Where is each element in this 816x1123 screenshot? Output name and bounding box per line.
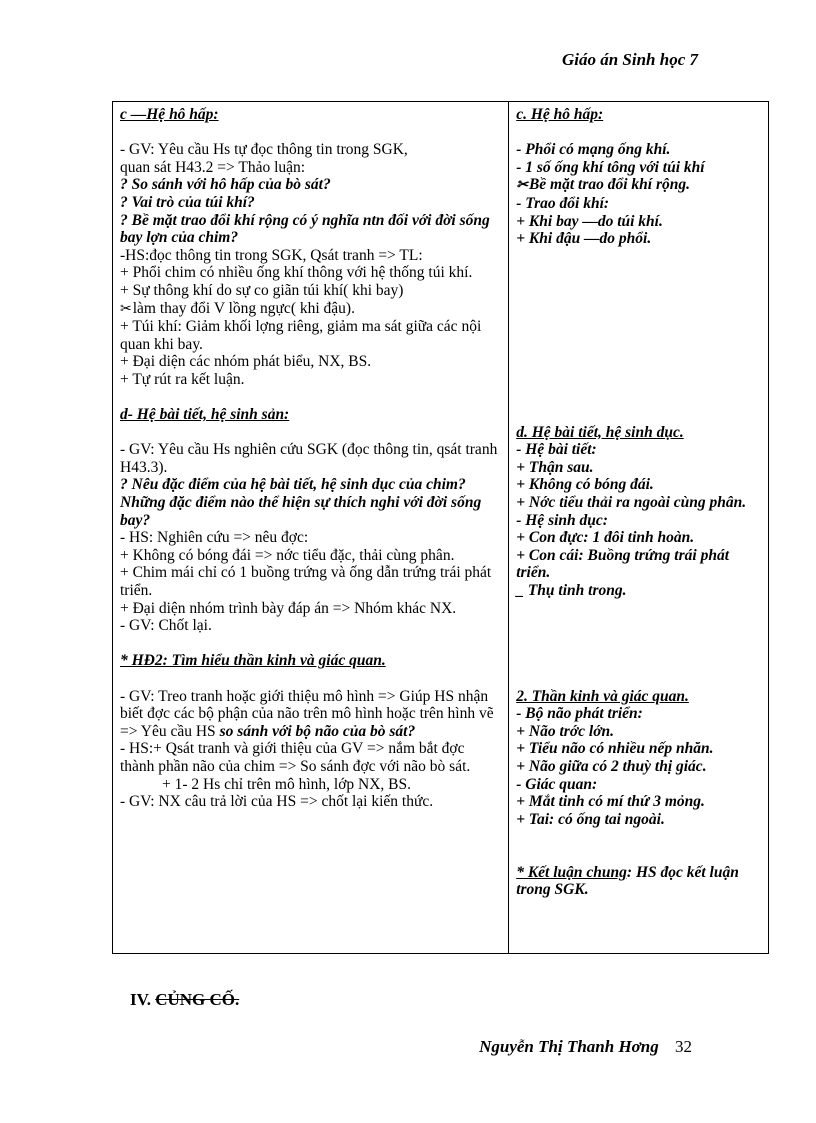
table-row — [113, 102, 769, 954]
text-line: - GV: Yêu cầu Hs nghiên cứu SGK (đọc thông tin, qsát tranh H43.3). — [120, 441, 498, 476]
question-line: ? Bề mặt trao đổi khí rộng có ý nghĩa ntn đối với đời sống bay lợn của chim? — [120, 211, 490, 247]
summary-line: + Não giữa có 2 thuỳ thị giác. — [516, 757, 707, 775]
summary-line: - Phổi có mạng ống khí. — [516, 141, 671, 159]
summary-line: + Không có bóng đái. — [516, 476, 654, 494]
question-line: ? So sánh với hô hấp của bò sát? — [120, 176, 331, 194]
text-line: -HS:đọc thông tin trong SGK, Qsát tranh => TL: — [120, 246, 423, 264]
summary-line: + Con đực: 1 đôi tinh hoàn. — [516, 529, 695, 547]
text-line: - HS: Nghiên cứu => nêu đợc: — [120, 529, 309, 547]
text-line: + Phổi chim có nhiều ống khí thông với hệ thống túi khí. — [120, 264, 473, 282]
text-line: - GV: Chốt lại. — [120, 617, 212, 635]
scissors-icon: ✂ — [120, 301, 132, 317]
summary-line: + Tiểu não có nhiều nếp nhăn. — [516, 740, 714, 758]
page-header-title: Giáo án Sinh học 7 — [561, 50, 698, 69]
section-heading-nervous-system: * HĐ2: Tìm hiểu thần kinh và giác quan. — [120, 652, 386, 670]
summary-line: + Mắt tinh có mí thứ 3 mỏng. — [516, 793, 705, 811]
summary-line: + Tai: có ống tai ngoài. — [516, 810, 665, 828]
text-line: - HS:+ Qsát tranh và giới thiệu của GV => nắm bắt đợc thành phần não của chim => So sánh đợc với não bò sát. — [120, 740, 471, 775]
section-heading-excretory-reproductive: d- Hệ bài tiết, hệ sinh sản: — [120, 406, 290, 424]
summary-line: + Khi đậu —do phổi. — [516, 230, 652, 248]
section-title: CỦNG CỐ. — [155, 990, 240, 1009]
summary-line: + Thận sau. — [516, 458, 594, 476]
section-number: IV. — [130, 990, 151, 1009]
text-line: + Tự rút ra kết luận. — [120, 370, 245, 388]
text-line: + Đại diện các nhóm phát biểu, NX, BS. — [120, 353, 372, 371]
text-line: + Không có bóng đái => nớc tiểu đặc, thải cùng phân. — [120, 546, 455, 564]
summary-line: - Hệ bài tiết: — [516, 441, 597, 459]
summary-line: - 1 số ống khí tông với túi khí — [516, 158, 705, 176]
summary-line: + Khi bay —do túi khí. — [516, 212, 663, 230]
text-line: + Túi khí: Giảm khối lợng riêng, giảm ma sát giữa các nội quan khi bay. — [120, 318, 482, 353]
scissors-icon: ✂ — [516, 178, 528, 194]
summary-line: _ Thụ tinh trong. — [516, 582, 627, 600]
author-name: Nguyễn Thị Thanh Hơng — [479, 1037, 659, 1056]
text-line: quan sát H43.2 => Thảo luận: — [120, 158, 306, 176]
text-line: - GV: Treo tranh hoặc giới thiệu mô hình => Giúp HS nhận biết đợc các bộ phận của não trên mô hình hoặc trên hình vẽ => Yêu cầu HS so sánh với bộ não của bò sát? — [120, 687, 494, 740]
summary-heading-respiratory: c. Hệ hô hấp: — [516, 106, 604, 123]
summary-line: - Hệ sinh dục: — [516, 511, 608, 529]
page-footer — [479, 1037, 692, 1057]
text-line: + Chim mái chỉ có 1 buồng trứng và ống dẫn trứng trái phát triển. — [120, 564, 492, 600]
page-number: 32 — [675, 1037, 692, 1056]
summary-line: ✂Bề mặt trao đổi khí rộng. — [516, 176, 691, 194]
summary-line: - Bộ não phát triển: — [516, 705, 643, 723]
summary-line: - Trao đổi khí: — [516, 194, 610, 212]
summary-line: + Não trớc lớn. — [516, 722, 615, 740]
summary-line: - Giác quan: — [516, 775, 598, 793]
section-iv-heading — [130, 990, 239, 1010]
question-line: ? Nêu đặc điểm của hệ bài tiết, hệ sinh dục của chim? — [120, 476, 466, 494]
text-line: + Đại diện nhóm trình bày đáp án => Nhóm khác NX. — [120, 599, 457, 617]
text-line: ✂làm thay đổi V lồng ngực( khi đậu). — [120, 299, 355, 317]
text-line: + Sự thông khí do sự co giãn túi khí( khi bay) — [120, 281, 404, 299]
text-line: + 1- 2 Hs chỉ trên mô hình, lớp NX, BS. — [162, 775, 411, 793]
text-line: - GV: NX câu trả lời của HS => chốt lại kiến thức. — [120, 793, 434, 811]
summary-heading-nervous-system: 2. Thần kinh và giác quan. — [516, 687, 689, 705]
summary-heading-excretory-reproductive: d. Hệ bài tiết, hệ sinh dục. — [516, 423, 684, 441]
summary-line: + Con cái: Buồng trứng trái phát triển. — [516, 546, 730, 582]
question-line: ? Vai trò của túi khí? — [120, 193, 255, 211]
teacher-student-activities-cell — [113, 102, 509, 954]
text-line: - GV: Yêu cầu Hs tự đọc thông tin trong SGK, — [120, 141, 408, 159]
question-line: Những đặc điểm nào thể hiện sự thích nghi với đời sống bay? — [120, 494, 482, 529]
lesson-table — [112, 101, 769, 954]
content-summary-cell — [509, 102, 769, 954]
section-heading-respiratory: c —Hệ hô hấp: — [120, 106, 219, 123]
general-conclusion: * Kết luận chung: HS đọc kết luận trong SGK. — [516, 863, 739, 899]
summary-line: + Nớc tiểu thải ra ngoài cùng phân. — [516, 494, 747, 512]
